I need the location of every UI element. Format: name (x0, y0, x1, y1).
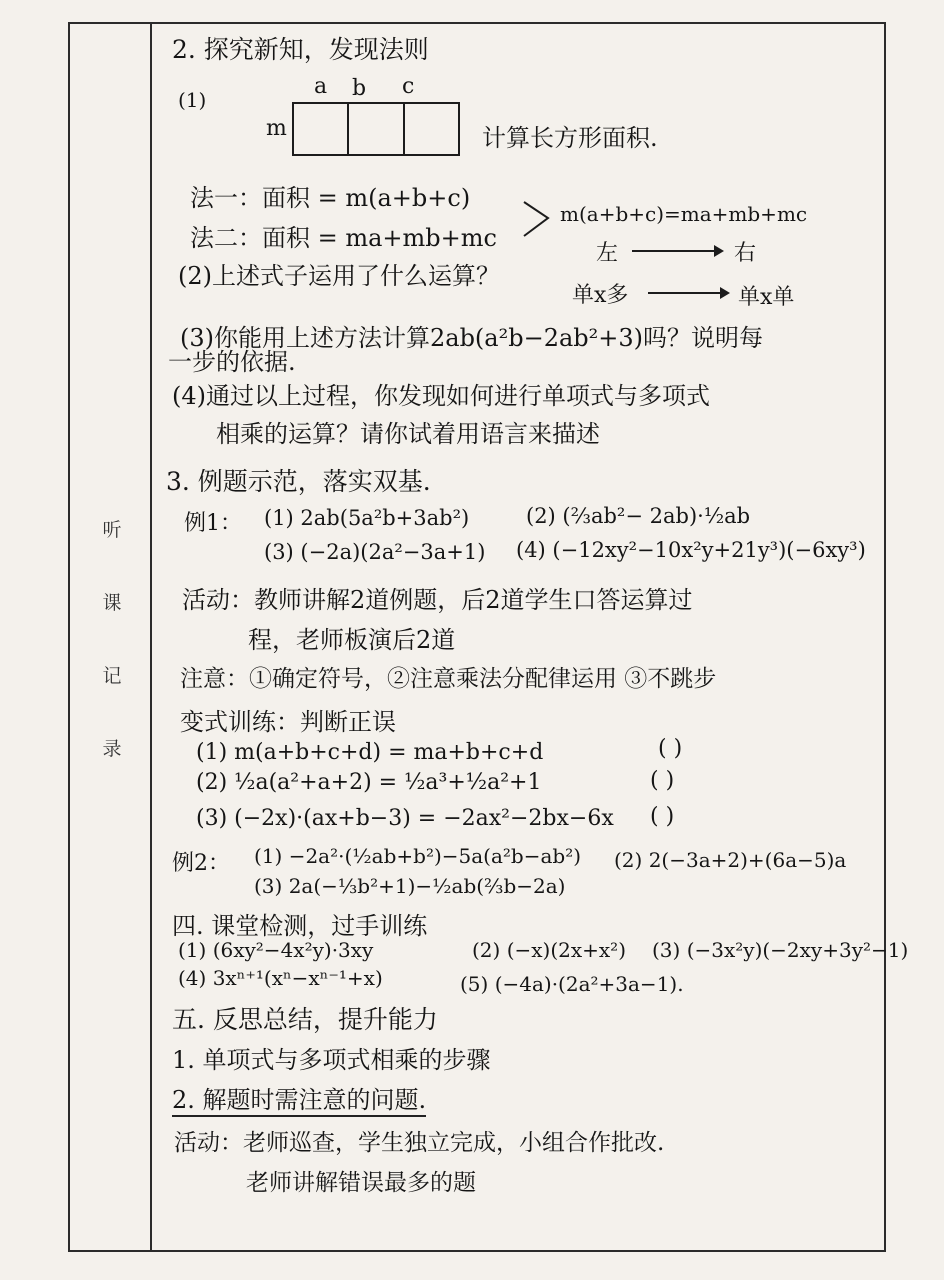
section-4-title: 四. 课堂检测，过手训练 (172, 912, 428, 940)
check-item-5: (5) (−4a)·(2a²+3a−1). (460, 972, 684, 996)
figure-label-c: c (402, 74, 415, 99)
method-two: 法二：面积 = ma+mb+mc (190, 224, 497, 252)
activity-1-line2: 程，老师板演后2道 (248, 626, 456, 654)
figure-label-b: b (352, 76, 367, 101)
brace-arrow (522, 200, 552, 240)
check-item-2: (2) (−x)(2x+x²) (472, 938, 626, 962)
example-2-label: 例2： (172, 851, 230, 876)
judge-blank-2: ( ) (650, 768, 675, 793)
rectangle-figure (292, 102, 460, 156)
rectangle-part-b (349, 104, 404, 154)
figure-label-a: a (314, 74, 328, 99)
question-4-line2: 相乘的运算？请你试着用语言来描述 (216, 420, 600, 448)
section-2-title: 2. 探究新知，发现法则 (172, 35, 429, 64)
activity-2-line1: 活动：老师巡查，学生独立完成，小组合作批改. (174, 1130, 665, 1156)
question-2: (2)上述式子运用了什么运算？ (178, 262, 500, 290)
activity-2-line2: 老师讲解错误最多的题 (246, 1170, 476, 1196)
side-char: 听 (102, 519, 122, 541)
check-item-3: (3) (−3x²y)(−2xy+3y²−1) (652, 938, 909, 962)
item-1-number: (1) (178, 88, 207, 112)
rectangle-part-a (294, 104, 349, 154)
reflection-item-1: 1. 单项式与多项式相乘的步骤 (172, 1046, 491, 1074)
identity-formula: m(a+b+c)=ma+mb+mc (560, 202, 808, 226)
area-task: 计算长方形面积. (482, 124, 658, 152)
section-5-title: 五. 反思总结，提升能力 (172, 1005, 438, 1034)
arrow-poly-to-mono (648, 292, 728, 294)
example-2-item-1: (1) −2a²·(½ab+b²)−5a(a²b−ab²) (254, 844, 582, 868)
check-item-4: (4) 3xⁿ⁺¹(xⁿ−xⁿ⁻¹+x) (178, 966, 383, 990)
left-word: 左 (596, 241, 619, 266)
check-item-1: (1) (6xy²−4x²y)·3xy (178, 938, 374, 962)
judge-item-1: (1) m(a+b+c+d) = ma+b+c+d (196, 740, 544, 765)
side-char: 课 (102, 592, 122, 614)
example-1-item-4: (4) (−12xy²−10x²y+21y³)(−6xy³) (516, 538, 866, 562)
example-1-label: 例1： (184, 511, 242, 536)
drill-title: 变式训练：判断正误 (180, 708, 396, 736)
arrow-left-to-right (632, 250, 722, 252)
judge-item-2: (2) ½a(a²+a+2) = ½a³+½a²+1 (196, 770, 542, 795)
column-divider (150, 22, 152, 1252)
side-label-listening-record (92, 515, 132, 761)
example-1-item-1: (1) 2ab(5a²b+3ab²) (264, 506, 470, 530)
question-3-line1: (3)你能用上述方法计算2ab(a²b−2ab²+3)吗？说明每 (180, 324, 764, 352)
mono-times-mono: 单x单 (738, 285, 795, 310)
mono-times-poly: 单x多 (572, 283, 629, 308)
judge-blank-1: ( ) (658, 736, 683, 761)
figure-label-m: m (266, 116, 287, 141)
attention-note: 注意：①确定符号，②注意乘法分配律运用 ③不跳步 (180, 666, 717, 692)
method-one: 法一：面积 = m(a+b+c) (190, 184, 471, 212)
example-2-item-3: (3) 2a(−⅓b²+1)−½ab(⅔b−2a) (254, 874, 566, 898)
question-3-line2: 一步的依据. (168, 348, 296, 376)
section-3-title: 3. 例题示范，落实双基. (166, 467, 431, 496)
activity-1-line1: 活动：教师讲解2道例题，后2道学生口答运算过 (182, 586, 693, 614)
right-word: 右 (734, 241, 757, 266)
judge-item-3: (3) (−2x)·(ax+b−3) = −2ax²−2bx−6x (196, 806, 614, 831)
example-2-item-2: (2) 2(−3a+2)+(6a−5)a (614, 848, 847, 872)
question-4-line1: (4)通过以上过程，你发现如何进行单项式与多项式 (172, 382, 710, 410)
side-char: 记 (102, 665, 122, 687)
rectangle-part-c (405, 104, 458, 154)
reflection-item-2: 2. 解题时需注意的问题. (172, 1080, 426, 1115)
judge-blank-3: ( ) (650, 804, 675, 829)
side-char: 录 (102, 738, 122, 760)
example-1-item-2: (2) (⅔ab²− 2ab)·½ab (526, 504, 751, 528)
example-1-item-3: (3) (−2a)(2a²−3a+1) (264, 540, 486, 564)
